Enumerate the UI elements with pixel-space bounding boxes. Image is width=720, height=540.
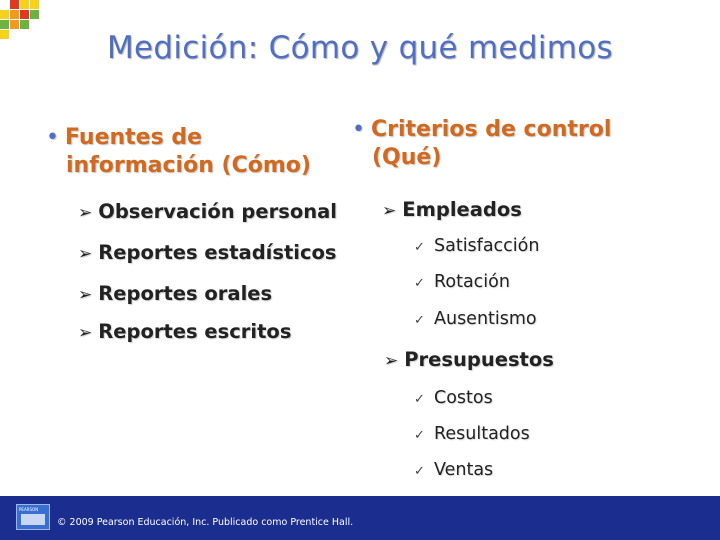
sub-item-ausentismo: ✓ Ausentismo xyxy=(414,309,537,329)
right-heading xyxy=(352,116,611,172)
bullet-icon: • xyxy=(352,117,365,142)
check-bullet-icon: ✓ xyxy=(414,428,425,443)
left-heading-line2: información (Cómo) xyxy=(66,153,311,178)
pearson-logo: PEARSON xyxy=(16,504,50,530)
right-group-empleados: ➢ Empleados xyxy=(382,198,522,221)
left-heading-line1: Fuentes de xyxy=(64,125,203,150)
footer-copyright: © 2009 Pearson Educación, Inc. Publicado como Prentice Hall. xyxy=(57,517,354,528)
right-group-presupuestos: ➢ Presupuestos xyxy=(384,348,554,371)
arrow-bullet-icon: ➢ xyxy=(78,285,93,305)
check-bullet-icon: ✓ xyxy=(414,313,425,328)
sub-item-rotacion: ✓ Rotación xyxy=(414,272,510,292)
arrow-bullet-icon: ➢ xyxy=(78,323,93,343)
arrow-bullet-icon: ➢ xyxy=(382,201,397,221)
arrow-bullet-icon: ➢ xyxy=(78,203,93,223)
sub-item-resultados: ✓ Resultados xyxy=(414,424,530,444)
left-item-1: ➢ Observación personal xyxy=(78,200,337,223)
arrow-bullet-icon: ➢ xyxy=(384,351,399,371)
left-item-4: ➢ Reportes escritos xyxy=(78,320,292,343)
sub-item-ventas: ✓ Ventas xyxy=(414,460,494,480)
right-heading-line2: (Qué) xyxy=(372,145,442,170)
check-bullet-icon: ✓ xyxy=(414,392,425,407)
left-item-3: ➢ Reportes orales xyxy=(78,282,273,305)
left-item-2: ➢ Reportes estadísticos xyxy=(78,241,337,264)
check-bullet-icon: ✓ xyxy=(414,240,425,255)
left-heading xyxy=(46,124,311,180)
sub-item-costos: ✓ Costos xyxy=(414,388,493,408)
footer-bar xyxy=(0,496,720,540)
slide-title: Medición: Cómo y qué medimos xyxy=(106,30,614,66)
check-bullet-icon: ✓ xyxy=(414,276,425,291)
check-bullet-icon: ✓ xyxy=(414,464,425,479)
arrow-bullet-icon: ➢ xyxy=(78,244,93,264)
sub-item-satisfaccion: ✓ Satisfacción xyxy=(414,236,540,256)
right-heading-line1: Criterios de control xyxy=(370,117,612,142)
page-number: 14–7 xyxy=(653,485,678,496)
bullet-icon: • xyxy=(46,125,59,150)
